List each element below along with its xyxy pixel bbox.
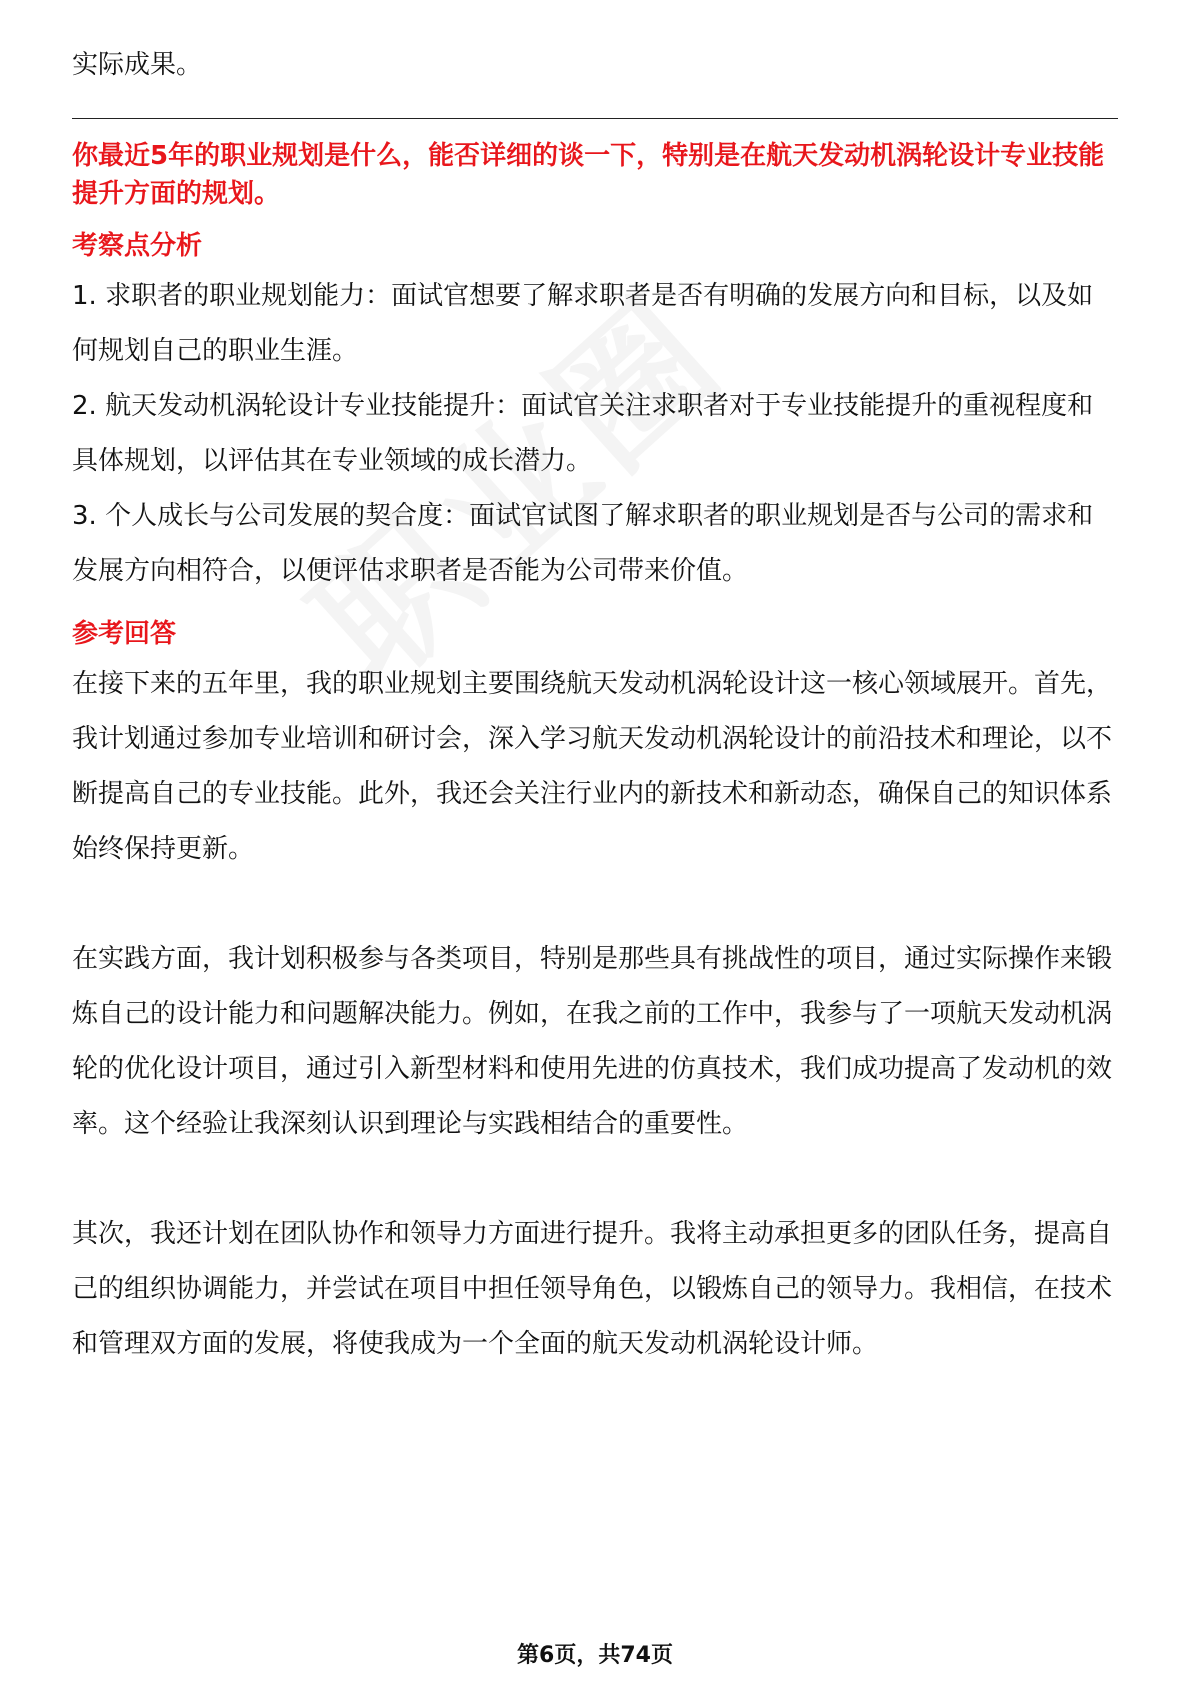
answer-section	[72, 611, 1118, 1372]
page-content	[72, 38, 1118, 1372]
analysis-title: 考察点分析	[72, 231, 203, 261]
analysis-item: 1. 求职者的职业规划能力：面试官想要了解求职者是否有明确的发展方向和目标，以及如何规划自己的职业生涯。	[72, 281, 1094, 366]
answer-paragraph: 其次，我还计划在团队协作和领导力方面进行提升。我将主动承担更多的团队任务，提高自己的组织协调能力，并尝试在项目中担任领导角色，以锻炼自己的领导力。我相信，在技术和管理双方面的发展，将使我成为一个全面的航天发动机涡轮设计师。	[72, 1219, 1113, 1359]
answer-paragraph: 在接下来的五年里，我的职业规划主要围绕航天发动机涡轮设计这一核心领域展开。首先，我计划通过参加专业培训和研讨会，深入学习航天发动机涡轮设计的前沿技术和理论，以不断提高自己的专业技能。此外，我还会关注行业内的新技术和新动态，确保自己的知识体系始终保持更新。	[72, 669, 1113, 864]
answer-title: 参考回答	[72, 619, 177, 649]
answer-paragraph: 在实践方面，我计划积极参与各类项目，特别是那些具有挑战性的项目，通过实际操作来锻炼自己的设计能力和问题解决能力。例如，在我之前的工作中，我参与了一项航天发动机涡轮的优化设计项目，通过引入新型材料和使用先进的仿真技术，我们成功提高了发动机的效率。这个经验让我深刻认识到理论与实践相结合的重要性。	[72, 944, 1113, 1139]
paragraph-gap	[72, 1152, 1118, 1207]
page-number: 第6页，共74页	[517, 1643, 673, 1668]
section-divider	[72, 118, 1118, 119]
paragraph-gap	[72, 877, 1118, 932]
analysis-section	[72, 223, 1118, 599]
top-fragment: 实际成果。	[72, 50, 203, 80]
interview-question: 你最近5年的职业规划是什么，能否详细的谈一下，特别是在航天发动机涡轮设计专业技能提升方面的规划。	[72, 141, 1105, 209]
analysis-item: 3. 个人成长与公司发展的契合度：面试官试图了解求职者的职业规划是否与公司的需求和发展方向相符合，以便评估求职者是否能为公司带来价值。	[72, 501, 1094, 586]
analysis-item: 2. 航天发动机涡轮设计专业技能提升：面试官关注求职者对于专业技能提升的重视程度和具体规划，以评估其在专业领域的成长潜力。	[72, 391, 1094, 476]
